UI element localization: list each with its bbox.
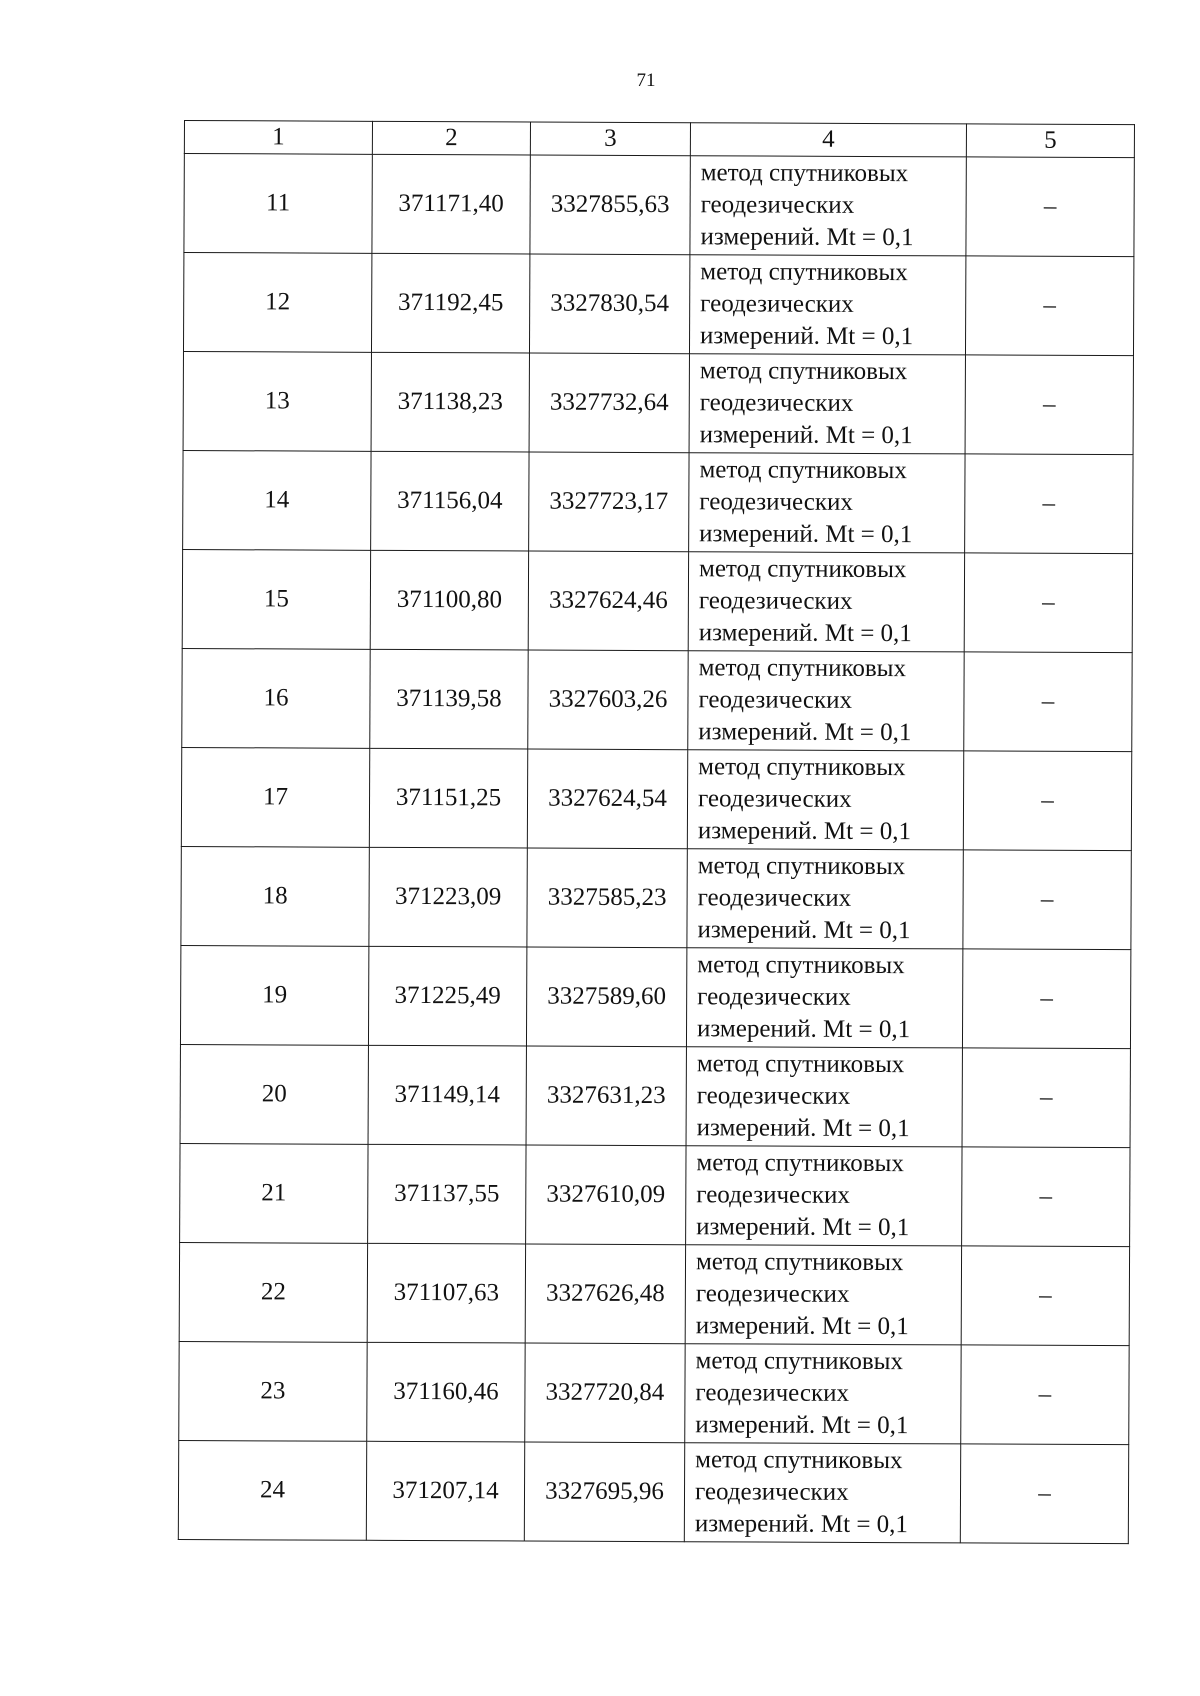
coordinates-table — [178, 120, 1135, 1544]
method-line: геодезических — [698, 686, 853, 714]
point-number-cell: 20 — [180, 1044, 368, 1144]
point-number-cell: 23 — [179, 1341, 367, 1441]
table-row — [184, 154, 1134, 257]
method-line: геодезических — [697, 785, 852, 813]
method-line: геодезических — [697, 884, 852, 912]
point-number-cell: 15 — [182, 549, 370, 649]
point-number-cell: 18 — [181, 846, 369, 946]
x-coordinate-cell: 371137,55 — [368, 1144, 526, 1244]
x-coordinate-cell: 371207,14 — [366, 1441, 524, 1541]
method-line: метод спутниковых — [697, 852, 906, 881]
y-coordinate-cell: 3327855,63 — [530, 155, 690, 255]
method-line: метод спутниковых — [698, 753, 906, 782]
method-line: метод спутниковых — [699, 456, 907, 485]
method-cell — [686, 948, 962, 1048]
method-line: метод спутниковых — [698, 654, 907, 683]
note-cell: – — [960, 1444, 1128, 1544]
method-line: измерений. Mt = 0,1 — [699, 421, 913, 450]
point-number-cell: 12 — [183, 253, 371, 353]
note-cell: – — [963, 751, 1131, 851]
method-line: метод спутниковых — [696, 1149, 904, 1178]
column-header-1: 1 — [184, 121, 372, 155]
table-row — [179, 1242, 1129, 1345]
page-number: 71 — [636, 70, 656, 91]
note-cell: – — [961, 1345, 1129, 1445]
x-coordinate-cell: 371107,63 — [367, 1243, 525, 1343]
x-coordinate-cell: 371223,09 — [369, 847, 527, 947]
method-line: измерений. Mt = 0,1 — [696, 1015, 911, 1044]
method-line: геодезических — [697, 983, 851, 1011]
note-cell: – — [965, 256, 1133, 356]
column-header-4: 4 — [690, 123, 966, 157]
method-cell — [689, 354, 965, 454]
method-line: метод спутниковых — [695, 1347, 904, 1376]
table-row — [178, 1440, 1128, 1543]
method-cell — [688, 651, 964, 751]
table-row — [182, 549, 1132, 652]
method-line: метод спутниковых — [700, 258, 908, 287]
y-coordinate-cell: 3327695,96 — [524, 1442, 684, 1542]
method-line: измерений. Mt = 0,1 — [699, 520, 913, 549]
x-coordinate-cell: 371100,80 — [370, 550, 528, 650]
method-line: геодезических — [695, 1280, 850, 1308]
point-number-cell: 24 — [178, 1440, 366, 1540]
y-coordinate-cell: 3327610,09 — [526, 1145, 686, 1245]
table-row — [183, 351, 1133, 454]
x-coordinate-cell: 371138,23 — [371, 352, 529, 452]
y-coordinate-cell: 3327830,54 — [529, 254, 689, 354]
method-line: геодезических — [699, 488, 853, 516]
method-cell — [688, 552, 964, 652]
column-header-3: 3 — [530, 122, 690, 156]
method-line: геодезических — [695, 1379, 850, 1407]
y-coordinate-cell: 3327631,23 — [526, 1046, 686, 1146]
method-cell — [686, 1047, 962, 1147]
method-line: метод спутниковых — [695, 1248, 904, 1277]
method-cell — [687, 750, 963, 850]
method-line: измерений. Mt = 0,1 — [697, 916, 911, 945]
method-line: геодезических — [698, 587, 853, 615]
y-coordinate-cell: 3327624,46 — [528, 551, 688, 651]
method-line: измерений. Mt = 0,1 — [698, 619, 912, 648]
x-coordinate-cell: 371139,58 — [370, 649, 528, 749]
table-row — [180, 945, 1130, 1048]
column-header-5: 5 — [966, 124, 1134, 158]
note-cell: – — [962, 1048, 1130, 1148]
x-coordinate-cell: 371192,45 — [371, 253, 529, 353]
table-header — [184, 121, 1134, 158]
method-line: метод спутниковых — [698, 555, 907, 584]
note-cell: – — [964, 652, 1132, 752]
table-row — [183, 450, 1133, 553]
note-cell: – — [965, 355, 1133, 455]
y-coordinate-cell: 3327603,26 — [528, 650, 688, 750]
y-coordinate-cell: 3327624,54 — [527, 749, 687, 849]
method-cell — [686, 1146, 962, 1246]
x-coordinate-cell: 371151,25 — [369, 748, 527, 848]
note-cell: – — [964, 553, 1132, 653]
note-cell: – — [963, 850, 1131, 950]
point-number-cell: 14 — [183, 450, 371, 550]
note-cell: – — [966, 157, 1134, 257]
method-line: измерений. Mt = 0,1 — [698, 718, 912, 747]
table-body — [178, 154, 1134, 1544]
table-row — [179, 1341, 1129, 1444]
method-cell — [689, 255, 965, 355]
header-row — [184, 121, 1134, 158]
point-number-cell: 17 — [181, 747, 369, 847]
y-coordinate-cell: 3327589,60 — [526, 947, 686, 1047]
method-line: измерений. Mt = 0,1 — [694, 1510, 909, 1539]
method-line: измерений. Mt = 0,1 — [696, 1114, 910, 1143]
note-cell: – — [962, 949, 1130, 1049]
point-number-cell: 22 — [179, 1242, 367, 1342]
method-line: метод спутниковых — [695, 1446, 903, 1475]
y-coordinate-cell: 3327585,23 — [527, 848, 687, 948]
method-line: геодезических — [696, 1181, 850, 1209]
method-line: измерений. Mt = 0,1 — [700, 322, 914, 351]
method-line: геодезических — [699, 389, 854, 417]
point-number-cell: 13 — [183, 351, 371, 451]
method-cell — [687, 849, 963, 949]
method-line: геодезических — [696, 1082, 851, 1110]
x-coordinate-cell: 371160,46 — [367, 1342, 525, 1442]
method-line: измерений. Mt = 0,1 — [696, 1213, 910, 1242]
note-cell: – — [962, 1147, 1130, 1247]
method-line: метод спутниковых — [696, 1050, 905, 1079]
method-line: измерений. Mt = 0,1 — [695, 1312, 909, 1341]
method-cell — [685, 1245, 961, 1345]
method-cell — [690, 156, 966, 256]
x-coordinate-cell: 371225,49 — [368, 946, 526, 1046]
point-number-cell: 21 — [180, 1143, 368, 1243]
point-number-cell: 16 — [182, 648, 370, 748]
table-row — [180, 1143, 1130, 1246]
method-line: измерений. Mt = 0,1 — [697, 817, 912, 846]
x-coordinate-cell: 371156,04 — [371, 451, 529, 551]
point-number-cell: 11 — [184, 154, 372, 254]
point-number-cell: 19 — [180, 945, 368, 1045]
x-coordinate-cell: 371149,14 — [368, 1045, 526, 1145]
method-cell — [685, 1344, 961, 1444]
table-row — [181, 747, 1131, 850]
method-cell — [689, 453, 965, 553]
method-line: метод спутниковых — [699, 357, 908, 386]
y-coordinate-cell: 3327732,64 — [529, 353, 689, 453]
y-coordinate-cell: 3327723,17 — [529, 452, 689, 552]
method-line: метод спутниковых — [697, 951, 905, 980]
x-coordinate-cell: 371171,40 — [372, 154, 530, 254]
y-coordinate-cell: 3327626,48 — [525, 1244, 685, 1344]
method-line: метод спутниковых — [700, 159, 909, 188]
table-row — [182, 648, 1132, 751]
method-line: измерений. Mt = 0,1 — [700, 223, 914, 252]
method-cell — [684, 1443, 960, 1543]
note-cell: – — [965, 454, 1133, 554]
column-header-2: 2 — [372, 121, 530, 155]
table-row — [183, 253, 1133, 356]
table-row — [181, 846, 1131, 949]
note-cell: – — [961, 1246, 1129, 1346]
method-line: измерений. Mt = 0,1 — [695, 1411, 909, 1440]
y-coordinate-cell: 3327720,84 — [525, 1343, 685, 1443]
method-line: геодезических — [700, 290, 854, 318]
method-line: геодезических — [694, 1478, 849, 1506]
method-line: геодезических — [700, 191, 855, 219]
table-row — [180, 1044, 1130, 1147]
